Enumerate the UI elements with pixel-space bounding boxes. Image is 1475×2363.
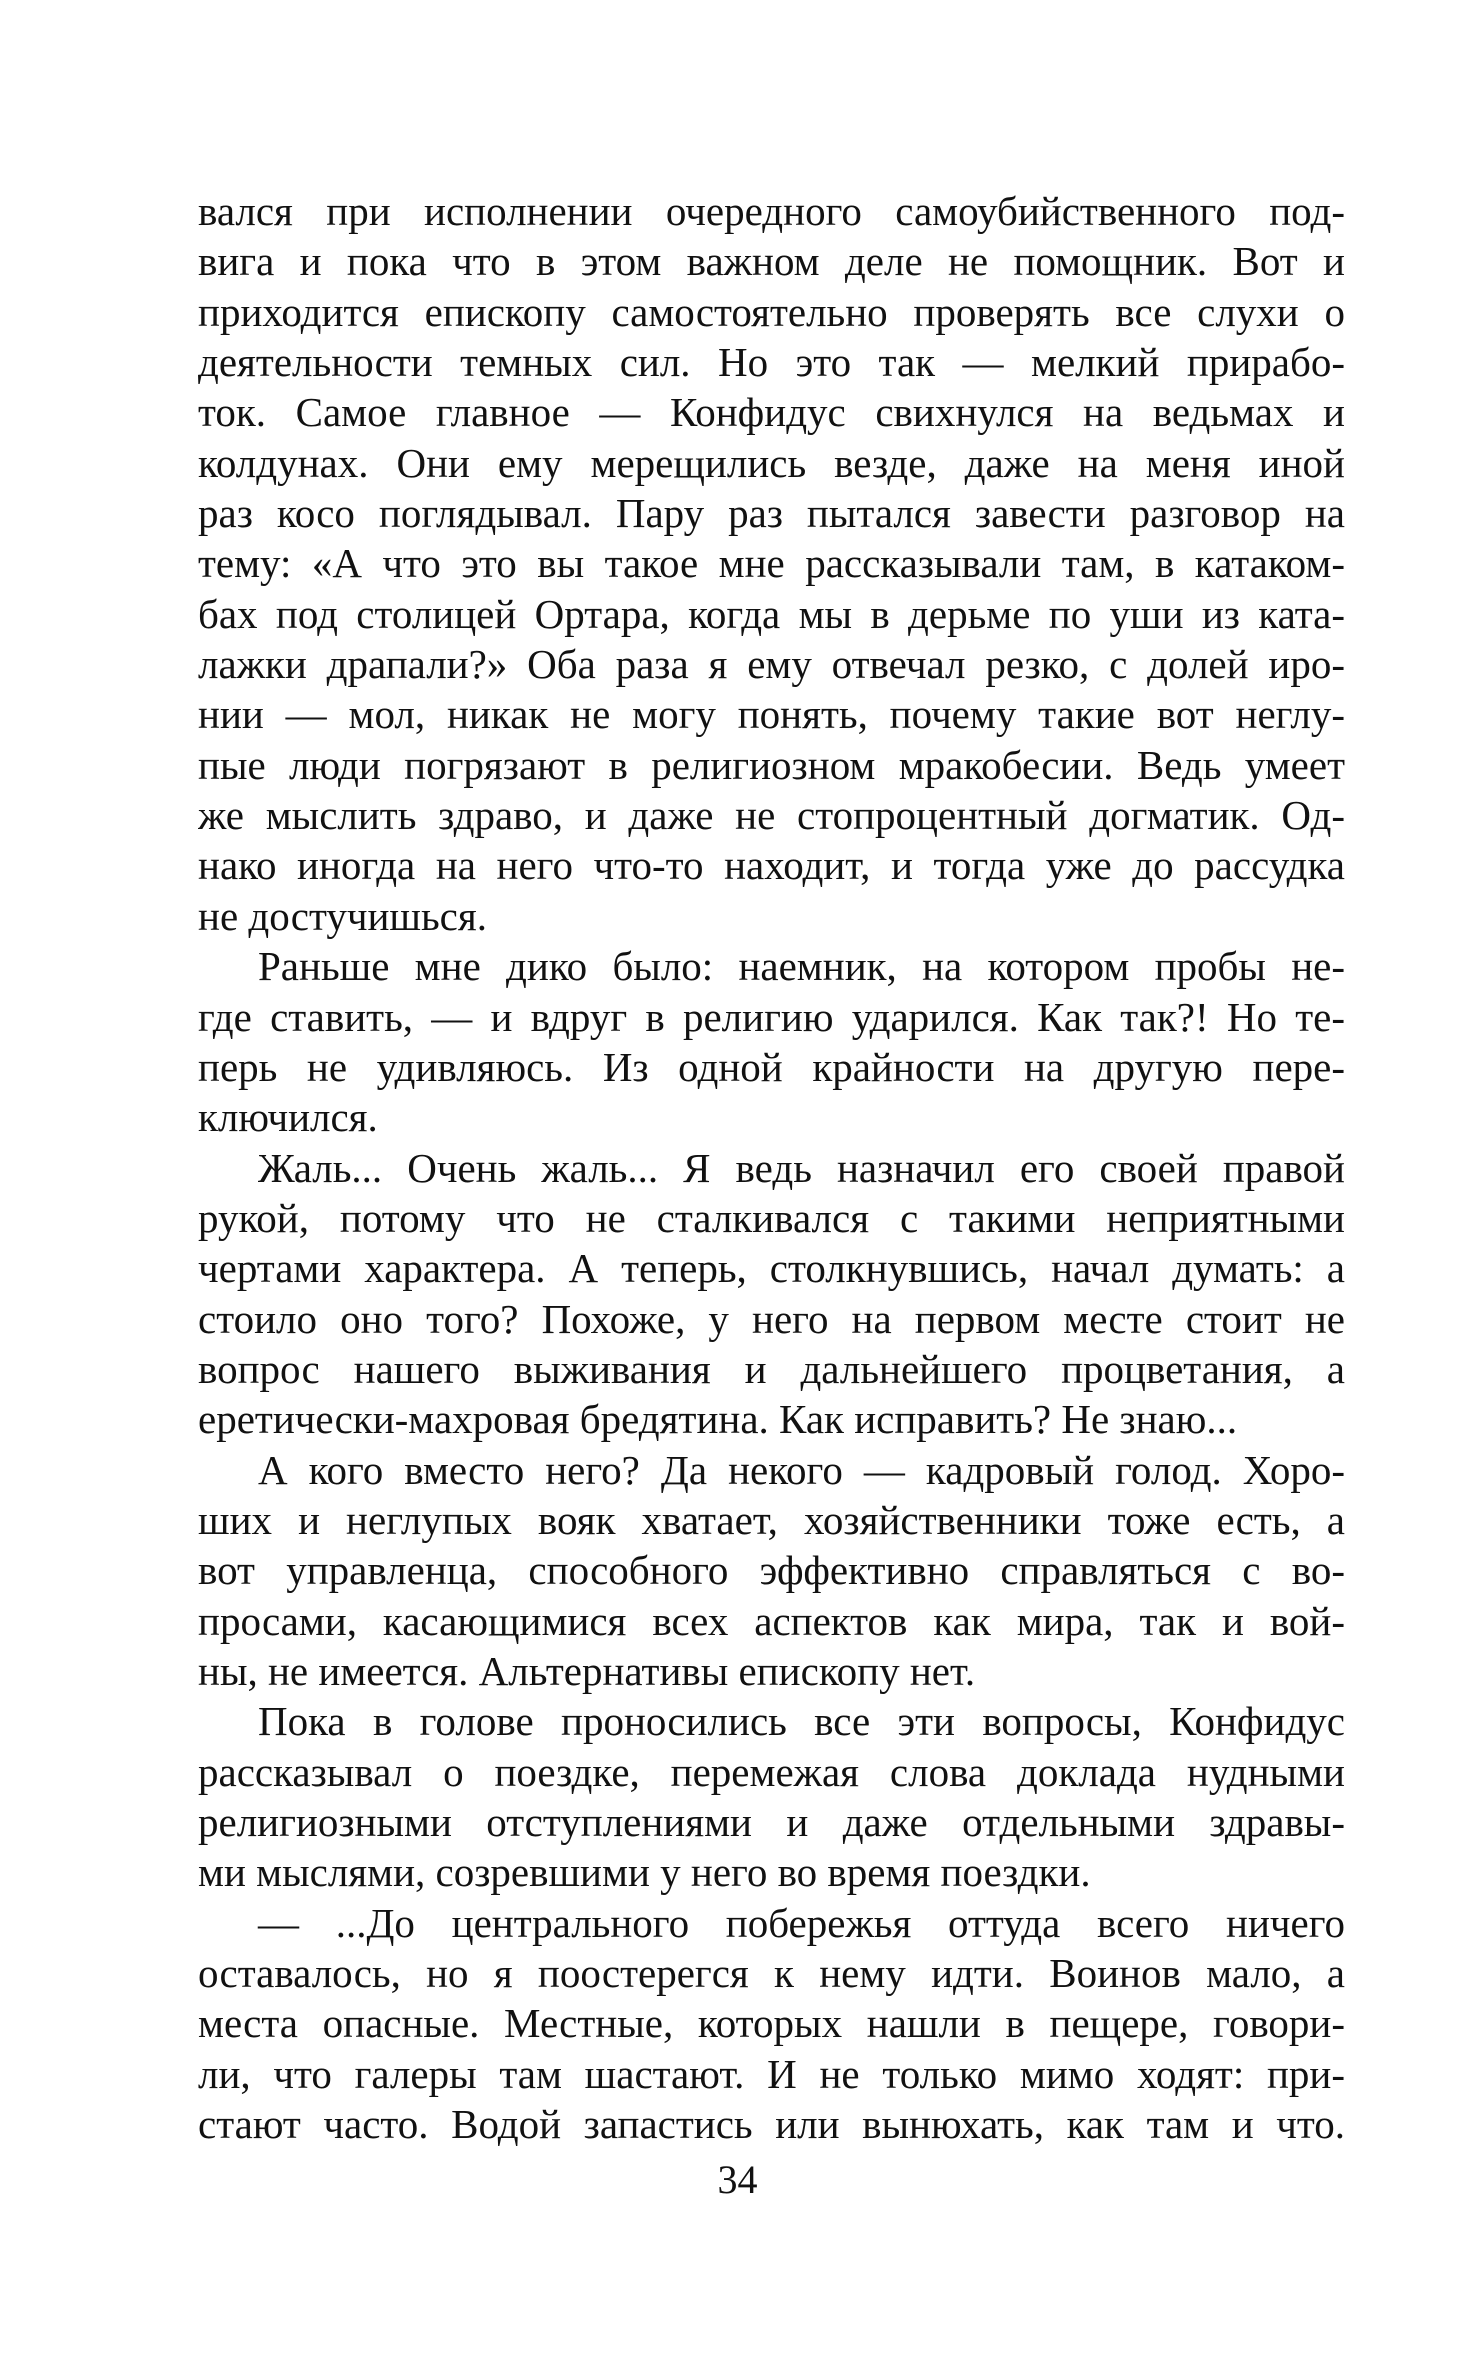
text-line: ли, что галеры там шастают. И не только мимо ходят: при- <box>198 2050 1345 2097</box>
text-line: тему: «А что это вы такое мне рассказывали там, в катаком- <box>198 540 1345 587</box>
text-line: лажки драпали?» Оба раза я ему отвечал резко, с долей иро- <box>198 641 1345 688</box>
text-line: Пока в голове проносились все эти вопросы, Конфидус <box>258 1698 1345 1745</box>
body-text <box>198 186 1345 2149</box>
text-line: ших и неглупых вояк хватает, хозяйственники тоже есть, а <box>198 1496 1345 1543</box>
text-line: А кого вместо него? Да некого — кадровый голод. Хоро- <box>258 1446 1345 1493</box>
text-line: не достучишься. <box>198 892 487 939</box>
text-line: вот управленца, способного эффективно справляться с во- <box>198 1547 1345 1594</box>
text-line: ток. Самое главное — Конфидус свихнулся на ведьмах и <box>198 389 1345 436</box>
text-line: просами, касающимися всех аспектов как мира, так и вой- <box>198 1597 1345 1644</box>
text-line: рукой, потому что не сталкивался с такими неприятными <box>198 1194 1345 1241</box>
text-line: ны, не имеется. Альтернативы епископу нет. <box>198 1647 976 1694</box>
text-line: же мыслить здраво, и даже не стопроцентный догматик. Од- <box>198 792 1345 839</box>
text-line: Жаль... Очень жаль... Я ведь назначил его своей правой <box>258 1144 1345 1191</box>
text-line: ми мыслями, созревшими у него во время поездки. <box>198 1849 1091 1896</box>
text-line: вопрос нашего выживания и дальнейшего процветания, а <box>198 1345 1345 1392</box>
text-line: чертами характера. А теперь, столкнувшись, начал думать: а <box>198 1245 1345 1292</box>
text-line: приходится епископу самостоятельно проверять все слухи о <box>198 288 1345 335</box>
text-line: нии — мол, никак не могу понять, почему такие вот неглу- <box>198 691 1345 738</box>
text-line: деятельности темных сил. Но это так — мелкий прирабо- <box>198 339 1345 386</box>
text-line: бах под столицей Ортара, когда мы в дерьме по уши из ката- <box>198 590 1345 637</box>
text-line: рассказывал о поездке, перемежая слова доклада нудными <box>198 1748 1345 1795</box>
page-number: 34 <box>717 2157 758 2202</box>
text-line: еретически-махровая бредятина. Как исправить? Не знаю... <box>198 1396 1238 1443</box>
text-line: вига и пока что в этом важном деле не помощник. Вот и <box>198 238 1345 285</box>
text-line: религиозными отступлениями и даже отдельными здравы- <box>198 1799 1345 1845</box>
text-line: Раньше мне дико было: наемник, на котором пробы не- <box>258 943 1345 990</box>
text-line: стоило оно того? Похоже, у него на первом месте стоит не <box>198 1295 1345 1342</box>
text-line: пые люди погрязают в религиозном мракобесии. Ведь умеет <box>198 741 1345 788</box>
text-line: колдунах. Они ему мерещились везде, даже на меня иной <box>198 439 1345 486</box>
text-line: — ...До центрального побережья оттуда всего ничего <box>258 1899 1345 1946</box>
text-line: перь не удивляюсь. Из одной крайности на другую пере- <box>198 1043 1345 1090</box>
text-line: раз косо поглядывал. Пару раз пытался завести разговор на <box>198 490 1345 537</box>
text-line: ключился. <box>198 1094 378 1141</box>
text-line: оставалось, но я поостерегся к нему идти. Воинов мало, а <box>198 1950 1345 1997</box>
text-line: вался при исполнении очередного самоубийственного под- <box>198 188 1345 234</box>
text-line: места опасные. Местные, которых нашли в пещере, говори- <box>198 2000 1345 2047</box>
text-line: где ставить, — и вдруг в религию ударился. Как так?! Но те- <box>198 993 1345 1040</box>
text-line: нако иногда на него что-то находит, и тогда уже до рассудка <box>198 842 1345 889</box>
text-line: стают часто. Водой запастись или вынюхать, как там и что. <box>198 2101 1345 2148</box>
